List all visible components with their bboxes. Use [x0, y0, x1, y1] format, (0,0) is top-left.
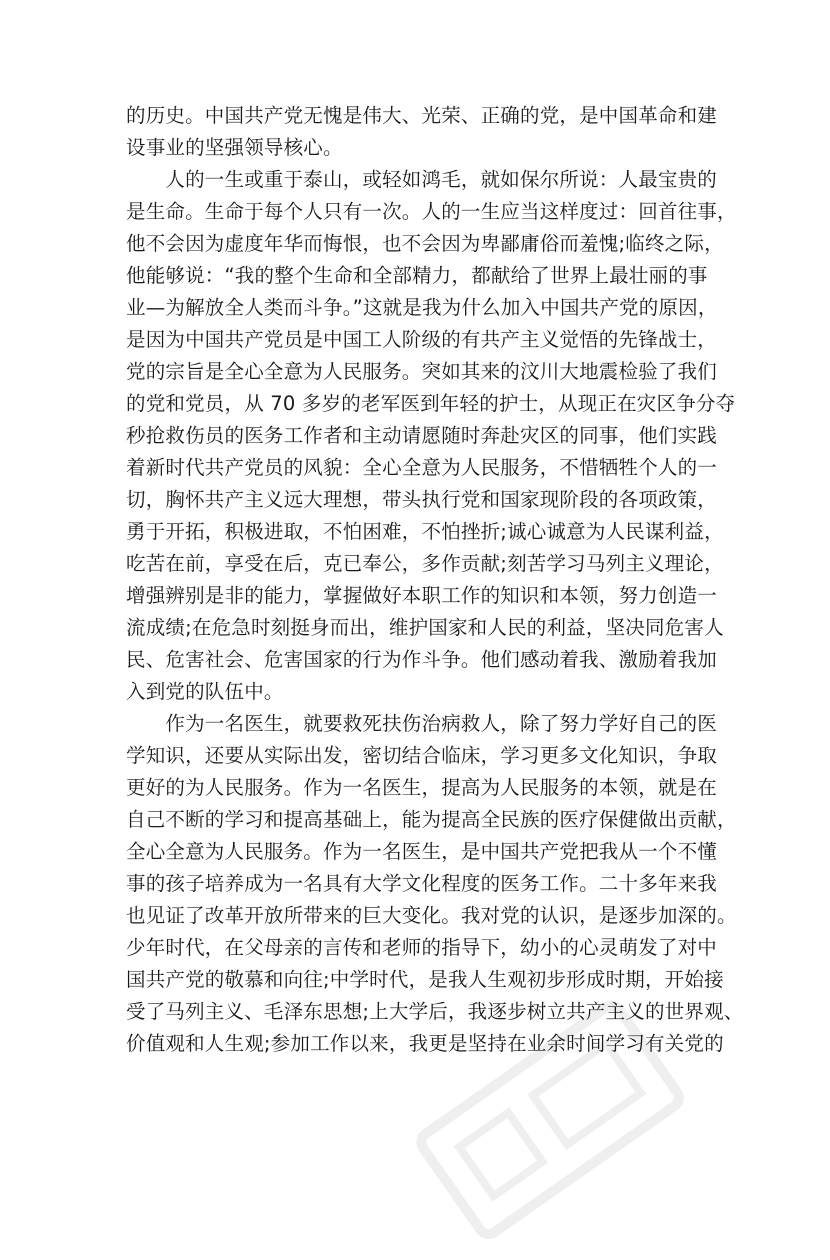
text-line: 秒抢救伤员的医务工作者和主动请愿随时奔赴灾区的同事，他们实践 — [126, 424, 718, 447]
text-line: 国共产党的敬慕和向往;中学时代，是我人生观初步形成时期，开始接 — [126, 968, 724, 991]
text-line: 着新时代共产党员的风貌：全心全意为人民服务，不惜牺牲个人的一 — [126, 456, 718, 479]
text-line: 更好的为人民服务。作为一名医生，提高为人民服务的本领，就是在 — [126, 776, 718, 799]
text-line: 入到党的队伍中。 — [126, 680, 284, 703]
text-line: 的历史。中国共产党无愧是伟大、光荣、正确的党，是中国革命和建 — [126, 104, 718, 127]
text-line: 是生命。生命于每个人只有一次。人的一生应当这样度过：回首往事， — [126, 200, 737, 223]
text-line: 少年时代，在父母亲的言传和老师的指导下，幼小的心灵萌发了对中 — [126, 936, 718, 959]
text-line: 民、危害社会、危害国家的行为作斗争。他们感动着我、激励着我加 — [126, 648, 718, 671]
text-line: 流成绩;在危急时刻挺身而出，维护国家和人民的利益，坚决同危害人 — [126, 616, 724, 639]
text-line: 人的一生或重于泰山，或轻如鸿毛，就如保尔所说：人最宝贵的 — [126, 168, 718, 191]
text-line: 全心全意为人民服务。作为一名医生，是中国共产党把我从一个不懂 — [126, 840, 718, 863]
text-line: 价值观和人生观;参加工作以来，我更是坚持在业余时间学习有关党的 — [126, 1032, 724, 1055]
text-line: 事的孩子培养成为一名具有大学文化程度的医务工作。二十多年来我 — [126, 872, 718, 895]
text-line: 是因为中国共产党员是中国工人阶级的有共产主义觉悟的先锋战士， — [126, 328, 718, 351]
text-line: 的党和党员，从 70 多岁的老军医到年轻的护士，从现正在灾区争分夺 — [126, 392, 736, 415]
text-line: 自己不断的学习和提高基础上，能为提高全民族的医疗保健做出贡献， — [126, 808, 737, 831]
text-line: 他能够说：“我的整个生命和全部精力，都献给了世界上最壮丽的事 — [126, 264, 708, 287]
text-line: 切，胸怀共产主义远大理想，带头执行党和国家现阶段的各项政策， — [126, 488, 718, 511]
text-line: 勇于开拓，积极进取，不怕困难，不怕挫折;诚心诚意为人民谋利益， — [126, 520, 724, 543]
text-line: 也见证了改革开放所带来的巨大变化。我对党的认识，是逐步加深的。 — [126, 904, 737, 927]
text-line: 增强辨别是非的能力，掌握做好本职工作的知识和本领，努力创造一 — [126, 584, 718, 607]
text-line: 吃苦在前，享受在后，克已奉公，多作贡献;刻苦学习马列主义理论， — [126, 552, 724, 575]
text-line: 作为一名医生，就要救死扶伤治病救人，除了努力学好自己的医 — [126, 712, 718, 735]
text-line: 学知识，还要从实际出发，密切结合临床，学习更多文化知识，争取 — [126, 744, 718, 767]
text-line: 他不会因为虚度年华而悔恨，也不会因为卑鄙庸俗而羞愧;临终之际， — [126, 232, 724, 255]
text-line: 设事业的坚强领导核心。 — [126, 136, 343, 159]
text-line: 业—为解放全人类而斗争。”这就是我为什么加入中国共产党的原因， — [126, 296, 718, 319]
text-line: 受了马列主义、毛泽东思想;上大学后，我逐步树立共产主义的世界观、 — [126, 1000, 744, 1023]
text-line: 党的宗旨是全心全意为人民服务。突如其来的汶川大地震检验了我们 — [126, 360, 718, 383]
